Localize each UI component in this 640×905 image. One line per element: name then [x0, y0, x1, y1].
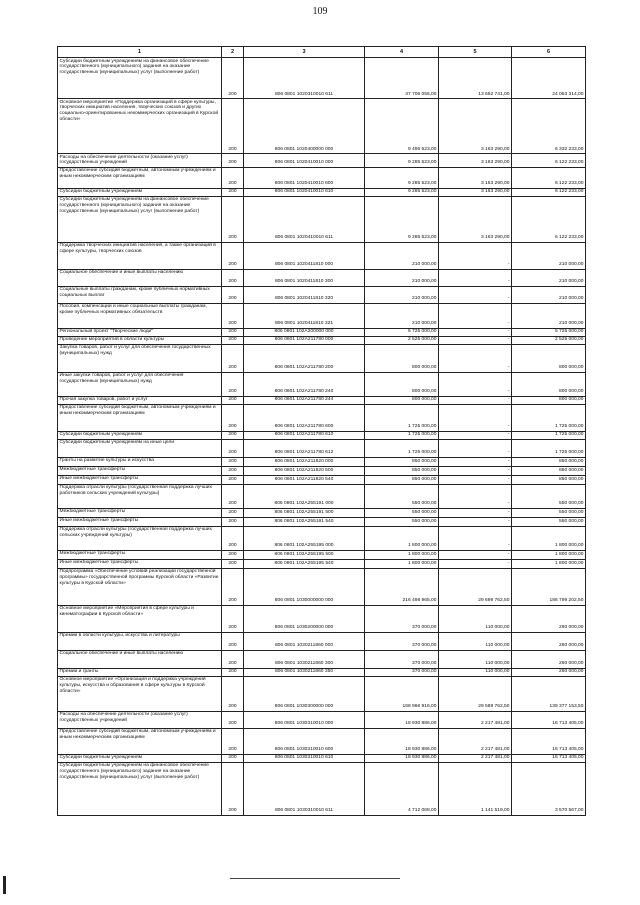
row-value-5: 3 163 290,00 [439, 196, 512, 242]
row-name: Социальное обеспечение и иные выплаты населению [58, 650, 222, 668]
row-column-2: 200 [222, 568, 244, 605]
table-row [58, 559, 586, 568]
row-code: 806 0801 1020411810 000 [244, 242, 365, 269]
header-col-1: 1 [58, 47, 222, 58]
row-value-6: 24 053 314,00 [512, 58, 586, 99]
table-row [58, 650, 586, 668]
row-column-2: 200 [222, 475, 244, 484]
row-name: Поддержка отрасли культуры (государственная поддержка лучших работников сельских учреждений культуры) [58, 484, 222, 508]
row-value-5: - [439, 517, 512, 526]
row-column-2: 200 [222, 242, 244, 269]
row-value-5: 29 589 762,50 [439, 676, 512, 711]
row-column-2: 200 [222, 286, 244, 303]
row-value-6: 800 000,00 [512, 396, 586, 404]
row-value-5: - [439, 328, 512, 336]
row-code: 806 0801 102A200000 000 [244, 328, 365, 336]
row-value-4: 216 498 965,00 [365, 568, 439, 605]
row-value-6: 210 000,00 [512, 242, 586, 269]
row-name: Расходы на обеспечение деятельности (оказание услуг) государственных учреждений [58, 154, 222, 167]
row-value-6: 260 000,00 [512, 605, 586, 632]
row-code: 806 0801 102A211780 600 [244, 404, 365, 431]
header-col-3: 3 [244, 47, 365, 58]
row-column-2: 200 [222, 372, 244, 396]
row-column-2: 200 [222, 269, 244, 286]
row-code: 806 0801 1030310010 611 [244, 762, 365, 815]
table-row [58, 668, 586, 676]
table-row [58, 58, 586, 99]
row-value-6: 5 725 000,00 [512, 328, 586, 336]
row-column-2: 200 [222, 676, 244, 711]
row-value-5: 2 217 481,00 [439, 728, 512, 754]
row-value-5: - [439, 550, 512, 559]
row-code: 806 0801 1030000000 000 [244, 568, 365, 605]
table-row [58, 676, 586, 711]
row-code: 806 0801 102A211780 240 [244, 372, 365, 396]
row-column-2: 200 [222, 754, 244, 762]
row-code: 806 0801 1030211860 350 [244, 668, 365, 676]
row-value-4: 18 930 886,00 [365, 711, 439, 728]
row-value-4: 210 000,00 [365, 269, 439, 286]
row-value-4: 850 000,00 [365, 457, 439, 466]
row-code: 806 0801 1030300000 000 [244, 676, 365, 711]
row-code: 806 0801 1030200000 000 [244, 605, 365, 632]
table-row [58, 632, 586, 650]
row-value-5: 110 000,00 [439, 605, 512, 632]
row-column-2: 200 [222, 457, 244, 466]
table-row [58, 303, 586, 328]
row-code: 806 0801 1020411810 300 [244, 269, 365, 286]
row-name: Иные межбюджетные трансферты [58, 475, 222, 484]
row-code: 806 0801 102A211780 612 [244, 439, 365, 457]
table-row [58, 328, 586, 336]
row-column-2: 200 [222, 99, 244, 154]
row-column-2: 200 [222, 632, 244, 650]
row-value-4: 4 712 068,00 [365, 762, 439, 815]
page-number: 109 [312, 6, 328, 17]
row-code: 806 0801 102A255191 500 [244, 508, 365, 517]
row-value-4: 18 930 886,00 [365, 754, 439, 762]
row-value-4: 370 000,00 [365, 668, 439, 676]
row-name: Подпрограмма «Обеспечение условий реализации государственной программы» государственной программы Курской области «Развитие культуры в Курской области» [58, 568, 222, 605]
row-name: Предоставление субсидий бюджетным, автономным учреждениям и иным некоммерческим организациям [58, 404, 222, 431]
row-code: 806 0801 1030310010 610 [244, 754, 365, 762]
row-value-5: - [439, 484, 512, 508]
row-value-4: 18 930 886,00 [365, 728, 439, 754]
row-value-6: 16 713 405,00 [512, 728, 586, 754]
row-value-5: 1 141 519,00 [439, 762, 512, 815]
row-value-4: 5 725 000,00 [365, 328, 439, 336]
table-row [58, 508, 586, 517]
row-value-5: 3 163 290,00 [439, 188, 512, 196]
header-col-4: 4 [365, 47, 439, 58]
footer-divider [230, 878, 400, 879]
row-value-6: 1 800 000,00 [512, 526, 586, 550]
row-value-6: 1 725 000,00 [512, 439, 586, 457]
row-name: Межбюджетные трансферты [58, 466, 222, 475]
row-value-6: 139 377 153,50 [512, 676, 586, 711]
row-name: Субсидии бюджетным учреждениям на финансовое обеспечение государственного (муниципального) задания на оказание государственных (муниципальных) услуг (выполнение работ) [58, 196, 222, 242]
table-row [58, 196, 586, 242]
row-value-4: 168 966 916,00 [365, 676, 439, 711]
budget-table [57, 46, 586, 816]
row-value-6: 6 122 233,00 [512, 196, 586, 242]
row-name: Основное мероприятие «Организация и поддержка учреждений культуры, искусства и образования в сфере культуры в Курской области» [58, 676, 222, 711]
row-value-5: - [439, 439, 512, 457]
table-row [58, 242, 586, 269]
row-column-2: 200 [222, 762, 244, 815]
row-name: Иные закупки товаров, работ и услуг для обеспечения государственных (муниципальных) нужд [58, 372, 222, 396]
row-column-2: 200 [222, 728, 244, 754]
row-name: Субсидии бюджетным учреждениям на финансовое обеспечение государственного (муниципального) задания на оказание государственных (муниципальных) услуг (выполнение работ) [58, 762, 222, 815]
row-value-4: 800 000,00 [365, 344, 439, 372]
row-name: Иные межбюджетные трансферты [58, 559, 222, 568]
row-column-2: 200 [222, 517, 244, 526]
row-column-2: 200 [222, 526, 244, 550]
row-value-4: 9 285 523,00 [365, 196, 439, 242]
row-value-6: 550 000,00 [512, 517, 586, 526]
table-row [58, 728, 586, 754]
row-value-4: 1 800 000,00 [365, 550, 439, 559]
row-column-2: 200 [222, 668, 244, 676]
row-code: 806 0801 1030211860 300 [244, 650, 365, 668]
row-value-6: 850 000,00 [512, 457, 586, 466]
row-name: Субсидии бюджетным учреждениям [58, 431, 222, 439]
row-column-2: 200 [222, 431, 244, 439]
row-value-4: 370 000,00 [365, 650, 439, 668]
row-code: 806 0801 1030310010 600 [244, 728, 365, 754]
row-value-4: 1 725 000,00 [365, 404, 439, 431]
table-row [58, 711, 586, 728]
table-row [58, 404, 586, 431]
row-name: Предоставление субсидий бюджетным, автономным учреждениям и иным некоммерческим организациям [58, 167, 222, 188]
row-code: 806 0801 1020411810 321 [244, 303, 365, 328]
row-value-5: 110 000,00 [439, 632, 512, 650]
row-code: 806 0801 102A211820 000 [244, 457, 365, 466]
row-name: Межбюджетные трансферты [58, 508, 222, 517]
row-code: 806 0801 1020410010 000 [244, 154, 365, 167]
row-value-5: - [439, 457, 512, 466]
table-row [58, 336, 586, 344]
table-row [58, 568, 586, 605]
table-row [58, 484, 586, 508]
row-value-6: 210 000,00 [512, 303, 586, 328]
row-value-6: 550 000,00 [512, 508, 586, 517]
row-value-6: 800 000,00 [512, 372, 586, 396]
table-row [58, 344, 586, 372]
row-column-2: 200 [222, 396, 244, 404]
scan-edge-mark [3, 876, 6, 894]
row-value-6: 1 725 000,00 [512, 431, 586, 439]
row-value-4: 850 000,00 [365, 466, 439, 475]
row-value-4: 550 000,00 [365, 484, 439, 508]
row-value-4: 9 285 523,00 [365, 154, 439, 167]
row-value-5: - [439, 372, 512, 396]
row-column-2: 200 [222, 605, 244, 632]
row-value-5: 29 699 762,50 [439, 568, 512, 605]
row-value-5: - [439, 431, 512, 439]
row-value-5: 110 000,00 [439, 668, 512, 676]
row-code: 806 0801 102A255195 500 [244, 550, 365, 559]
row-value-4: 210 000,00 [365, 303, 439, 328]
row-column-2: 200 [222, 188, 244, 196]
row-value-6: 2 525 000,00 [512, 336, 586, 344]
row-code: 806 0801 102A211780 000 [244, 336, 365, 344]
row-column-2: 200 [222, 404, 244, 431]
row-value-5: 2 217 481,00 [439, 754, 512, 762]
row-code: 806 0801 102A255191 540 [244, 517, 365, 526]
row-code: 806 0801 102A211780 610 [244, 431, 365, 439]
row-value-4: 370 000,00 [365, 632, 439, 650]
row-value-5: - [439, 466, 512, 475]
row-value-4: 850 000,00 [365, 475, 439, 484]
row-column-2: 200 [222, 196, 244, 242]
header-col-2: 2 [222, 47, 244, 58]
row-value-4: 9 495 523,00 [365, 99, 439, 154]
table-row [58, 457, 586, 466]
row-value-5: - [439, 396, 512, 404]
row-value-5: - [439, 269, 512, 286]
row-value-5: - [439, 559, 512, 568]
row-code: 806 0801 102A211820 500 [244, 466, 365, 475]
row-column-2: 200 [222, 336, 244, 344]
row-name: Гранты на развитие культуры и искусства [58, 457, 222, 466]
table-row [58, 475, 586, 484]
row-value-6: 6 122 233,00 [512, 188, 586, 196]
row-name: Межбюджетные трансферты [58, 550, 222, 559]
row-value-6: 260 000,00 [512, 650, 586, 668]
row-name: Проведение мероприятий в области культуры [58, 336, 222, 344]
row-column-2: 200 [222, 328, 244, 336]
table-row [58, 517, 586, 526]
row-value-6: 850 000,00 [512, 475, 586, 484]
row-value-4: 800 000,00 [365, 396, 439, 404]
row-value-6: 16 713 405,00 [512, 711, 586, 728]
row-value-4: 550 000,00 [365, 508, 439, 517]
row-name: Расходы на обеспечение деятельности (оказание услуг) государственных учреждений [58, 711, 222, 728]
row-value-4: 210 000,00 [365, 242, 439, 269]
row-column-2: 200 [222, 559, 244, 568]
row-value-6: 6 122 233,00 [512, 154, 586, 167]
row-code: 806 0801 102A211820 540 [244, 475, 365, 484]
row-name: Основное мероприятие «Поддержка организаций в сфере культуры, творческих инициатив населения, творческих союзов и других социально-ориентированных некоммерческих организаций в Курской области» [58, 99, 222, 154]
table-body [58, 58, 586, 815]
row-name: Поддержка творческих инициатив населения, а также организаций в сфере культуры, творческих союзов [58, 242, 222, 269]
row-code: 806 0801 1020411810 320 [244, 286, 365, 303]
row-value-6: 1 800 000,00 [512, 559, 586, 568]
row-column-2: 200 [222, 711, 244, 728]
row-value-4: 9 285 523,00 [365, 188, 439, 196]
row-value-6: 6 122 233,00 [512, 167, 586, 188]
row-name: Иные межбюджетные трансферты [58, 517, 222, 526]
row-name: Субсидии бюджетным учреждениям на финансовое обеспечение государственного (муниципального) задания на оказание государственных (муниципальных) услуг (выполнение работ) [58, 58, 222, 99]
row-value-5: - [439, 303, 512, 328]
row-value-5: - [439, 344, 512, 372]
row-column-2: 200 [222, 508, 244, 517]
row-value-6: 210 000,00 [512, 286, 586, 303]
row-value-4: 210 000,00 [365, 286, 439, 303]
row-column-2: 200 [222, 303, 244, 328]
row-value-4: 1 800 000,00 [365, 559, 439, 568]
row-code: 806 0801 1030310010 000 [244, 711, 365, 728]
row-value-4: 550 000,00 [365, 517, 439, 526]
row-value-6: 260 000,00 [512, 632, 586, 650]
row-value-5: - [439, 286, 512, 303]
row-value-6: 850 000,00 [512, 466, 586, 475]
row-value-6: 210 000,00 [512, 269, 586, 286]
row-value-4: 1 800 000,00 [365, 526, 439, 550]
table-row [58, 372, 586, 396]
row-name: Прочая закупка товаров, работ и услуг [58, 396, 222, 404]
row-value-5: - [439, 475, 512, 484]
row-value-6: 1 725 000,00 [512, 404, 586, 431]
row-code: 806 0801 102A255195 000 [244, 526, 365, 550]
table-row [58, 167, 586, 188]
row-code: 806 0801 1020410010 610 [244, 188, 365, 196]
row-column-2: 200 [222, 550, 244, 559]
row-name: Пособия, компенсации и иные социальные выплаты гражданам, кроме публичных нормативных обязательств [58, 303, 222, 328]
table-row [58, 754, 586, 762]
row-value-4: 370 000,00 [365, 605, 439, 632]
row-value-4: 2 525 000,00 [365, 336, 439, 344]
row-value-5: 3 163 290,00 [439, 167, 512, 188]
header-col-6: 6 [512, 47, 586, 58]
row-name: Премии в области культуры, искусства и литературы [58, 632, 222, 650]
row-name: Социальное обеспечение и иные выплаты населению [58, 269, 222, 286]
table-row [58, 550, 586, 559]
row-value-5: - [439, 242, 512, 269]
table-row [58, 526, 586, 550]
row-value-4: 37 706 055,00 [365, 58, 439, 99]
row-value-4: 1 725 000,00 [365, 431, 439, 439]
row-value-5: 110 000,00 [439, 650, 512, 668]
row-value-5: 13 652 741,00 [439, 58, 512, 99]
row-code: 806 0801 1030211860 000 [244, 632, 365, 650]
row-code: 806 0801 1020410010 611 [244, 196, 365, 242]
row-value-5: - [439, 526, 512, 550]
row-code: 806 0801 1020410010 600 [244, 167, 365, 188]
table-row [58, 286, 586, 303]
row-column-2: 200 [222, 58, 244, 99]
row-column-2: 200 [222, 484, 244, 508]
row-value-6: 550 000,00 [512, 484, 586, 508]
row-value-5: 3 163 290,00 [439, 99, 512, 154]
table-row [58, 466, 586, 475]
row-value-4: 800 000,00 [365, 372, 439, 396]
row-value-5: 2 217 481,00 [439, 711, 512, 728]
table-row [58, 154, 586, 167]
row-name: Предоставление субсидий бюджетным, автономным учреждениям и иным некоммерческим организациям [58, 728, 222, 754]
row-name: Основное мероприятие «Мероприятия в сфере культуры и кинематографии в Курской области» [58, 605, 222, 632]
row-value-6: 6 332 233,00 [512, 99, 586, 154]
row-value-6: 3 570 567,00 [512, 762, 586, 815]
table-row [58, 99, 586, 154]
row-value-5: - [439, 336, 512, 344]
row-code: 806 0801 102A211780 244 [244, 396, 365, 404]
table-row [58, 762, 586, 815]
table-row [58, 396, 586, 404]
table-row [58, 605, 586, 632]
row-value-4: 9 285 523,00 [365, 167, 439, 188]
row-value-5: - [439, 508, 512, 517]
table-row [58, 269, 586, 286]
row-name: Субсидии бюджетным учреждениям на иные цели [58, 439, 222, 457]
row-column-2: 200 [222, 344, 244, 372]
row-name: Субсидии бюджетным учреждениям [58, 188, 222, 196]
row-column-2: 200 [222, 650, 244, 668]
row-code: 806 0801 102A255191 000 [244, 484, 365, 508]
row-column-2: 200 [222, 466, 244, 475]
row-code: 806 0801 1020400000 000 [244, 99, 365, 154]
row-name: Субсидии бюджетным учреждениям [58, 754, 222, 762]
row-column-2: 200 [222, 154, 244, 167]
row-code: 806 0801 102A211780 200 [244, 344, 365, 372]
row-value-5: - [439, 404, 512, 431]
row-name: Региональный проект "Творческие люди" [58, 328, 222, 336]
row-name: Поддержка отрасли культуры (государственная поддержка лучших сельских учреждений культуры) [58, 526, 222, 550]
row-name: Социальные выплаты гражданам, кроме публичных нормативных социальных выплат [58, 286, 222, 303]
row-code: 806 0801 1020310010 611 [244, 58, 365, 99]
row-value-6: 16 713 405,00 [512, 754, 586, 762]
table-row [58, 188, 586, 196]
row-name: Премии и гранты [58, 668, 222, 676]
row-value-5: 3 163 290,00 [439, 154, 512, 167]
header-col-5: 5 [439, 47, 512, 58]
row-value-6: 800 000,00 [512, 344, 586, 372]
row-name: Закупка товаров, работ и услуг для обеспечения государственных (муниципальных) нужд [58, 344, 222, 372]
row-column-2: 200 [222, 167, 244, 188]
row-value-6: 1 800 000,00 [512, 550, 586, 559]
row-value-6: 260 000,00 [512, 668, 586, 676]
table-row [58, 431, 586, 439]
row-column-2: 200 [222, 439, 244, 457]
row-code: 806 0801 102A255195 540 [244, 559, 365, 568]
table-header-row [58, 47, 586, 58]
row-value-6: 186 799 202,50 [512, 568, 586, 605]
row-value-4: 1 725 000,00 [365, 439, 439, 457]
table-row [58, 439, 586, 457]
